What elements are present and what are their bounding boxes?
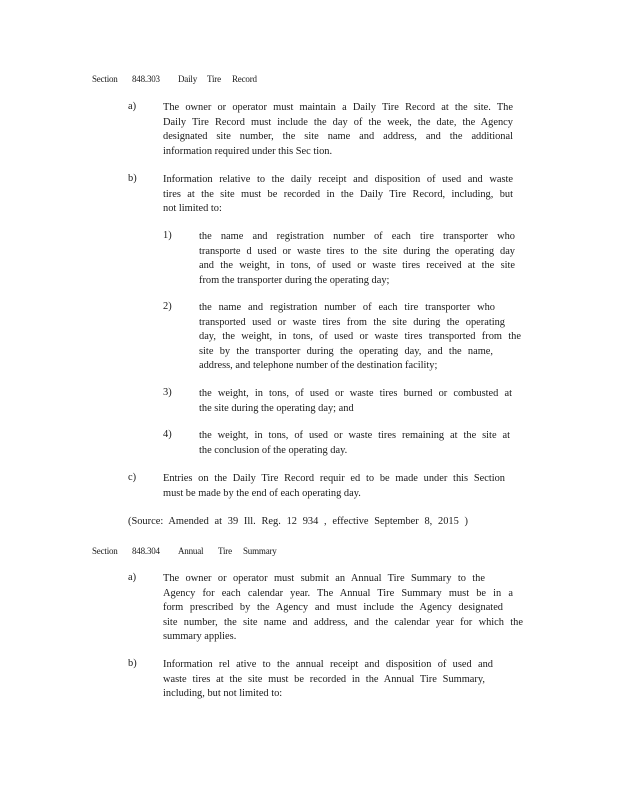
subsection-a-text [163,572,523,645]
section-title-word: Annual [178,546,204,556]
section-label: Section [92,74,118,84]
text-line: the name and registration number of each tire transporter who [199,231,515,242]
text-line: the name and registration number of each tire transporter who [199,302,495,313]
text-line: site number, the site name and address, and the calendar year for which the [163,616,523,628]
item-3-label: 3) [163,387,172,398]
subsection-b-label: b) [128,173,137,184]
text-line: form prescribed by the Agency and must include the Agency designated [163,602,503,614]
item-2-text [199,301,521,374]
item-1-text [199,230,515,288]
text-line: the conclusion of the operating day. [199,444,348,456]
text-line: and the weight, in tons, of used or waste tires received at the site [199,260,515,272]
text-line: the weight, in tons, of used or waste tires burned or combusted at [199,388,512,399]
section-title-word: Daily [178,74,197,84]
subsection-b-label: b) [128,658,137,669]
text-line: Agency for each calendar year. The Annual Tire Summary must be in a [163,587,513,599]
text-line: transporte d used or waste tires to the site during the operating day [199,245,515,257]
text-line: must be made by the end of each operating day. [163,487,361,499]
text-line: not limited to: [163,203,222,215]
item-3-text [199,387,512,416]
text-line: summary applies. [163,631,237,643]
subsection-a-text [163,101,513,159]
item-1-label: 1) [163,230,172,241]
text-line: including, but not limited to: [163,688,283,700]
section-number: 848.304 [132,546,160,556]
text-line: information required under this Sec tion. [163,145,333,157]
text-line: the weight, in tons, of used or waste tires remaining at the site at [199,430,510,441]
text-line: Daily Tire Record must include the day of the week, the date, the Agency [163,116,513,128]
section-label: Section [92,546,118,556]
subsection-a-label: a) [128,572,137,583]
text-line: (Source: Amended at 39 Ill. Reg. 12 934 , effective September 8, 2015 ) [128,516,468,527]
text-line: The owner or operator must maintain a Daily Tire Record at the site. The [163,102,513,113]
subsection-b-text [163,658,493,702]
section-title-word: Record [232,74,257,84]
section-title-word: Tire [218,546,232,556]
item-4-text [199,429,510,458]
text-line: site by the transporter during the operating day, and the name, [199,345,493,357]
text-line: from the transporter during the operating day; [199,274,390,286]
item-2-label: 2) [163,301,172,312]
subsection-c-text [163,472,505,501]
subsection-a-label: a) [128,101,137,112]
source-note [128,515,468,530]
text-line: Entries on the Daily Tire Record requir ed to be made under this Section [163,473,505,484]
text-line: waste tires at the site must be recorded in the Annual Tire Summary, [163,673,485,685]
item-4-label: 4) [163,429,172,440]
text-line: the site during the operating day; and [199,402,354,414]
text-line: day, the weight, in tons, of used or waste tires transported from the [199,331,521,343]
text-line: designated site number, the site name and address, and the additional [163,131,513,143]
section-number: 848.303 [132,74,160,84]
text-line: transported used or waste tires from the site during the operating [199,316,505,328]
text-line: The owner or operator must submit an Annual Tire Summary to the [163,573,485,584]
text-line: Information relative to the daily receipt and disposition of used and waste [163,174,513,185]
section-title-word: Summary [243,546,277,556]
subsection-b-text [163,173,513,217]
subsection-c-label: c) [128,472,137,483]
text-line: address, and telephone number of the destination facility; [199,360,438,372]
section-title-word: Tire [207,74,221,84]
text-line: tires at the site must be recorded in the Daily Tire Record, including, but [163,188,513,200]
text-line: Information rel ative to the annual receipt and disposition of used and [163,659,493,670]
